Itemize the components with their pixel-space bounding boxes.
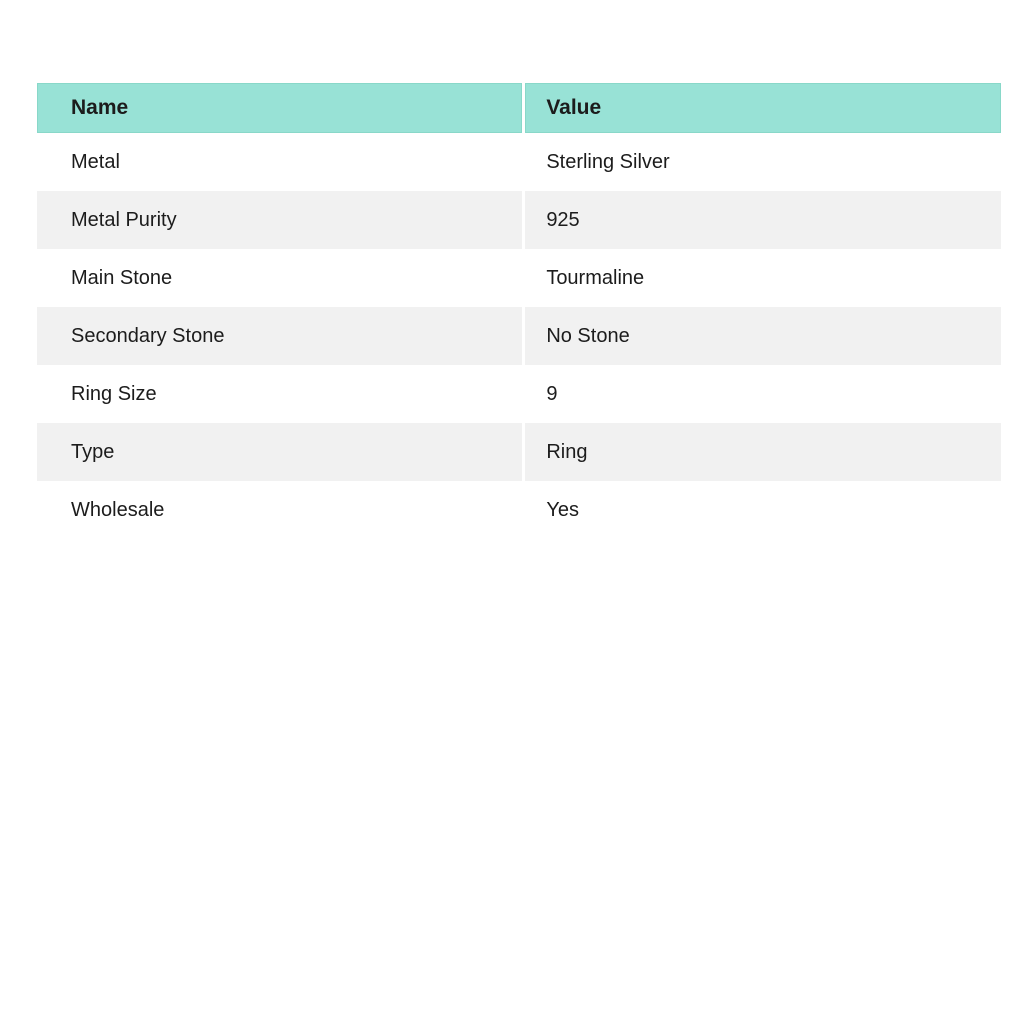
attribute-value-cell: Sterling Silver xyxy=(524,133,1001,191)
attribute-value-cell: 9 xyxy=(524,365,1001,423)
attribute-value-cell: Tourmaline xyxy=(524,249,1001,307)
header-row xyxy=(37,83,1001,133)
table-row xyxy=(37,481,1001,539)
attribute-name-cell: Wholesale xyxy=(37,481,524,539)
table-row xyxy=(37,365,1001,423)
spec-table-body xyxy=(37,133,1001,539)
product-spec-table xyxy=(37,83,1001,539)
table-row xyxy=(37,133,1001,191)
attribute-name-cell: Metal Purity xyxy=(37,191,524,249)
attribute-value-cell: 925 xyxy=(524,191,1001,249)
attribute-name-cell: Type xyxy=(37,423,524,481)
attribute-name-cell: Main Stone xyxy=(37,249,524,307)
column-header-value: Value xyxy=(524,83,1001,133)
attribute-value-cell: Ring xyxy=(524,423,1001,481)
attribute-value-cell: No Stone xyxy=(524,307,1001,365)
table-row xyxy=(37,191,1001,249)
table-row xyxy=(37,423,1001,481)
attribute-name-cell: Secondary Stone xyxy=(37,307,524,365)
attribute-name-cell: Metal xyxy=(37,133,524,191)
column-header-name: Name xyxy=(37,83,524,133)
attribute-value-cell: Yes xyxy=(524,481,1001,539)
table-row xyxy=(37,249,1001,307)
attribute-name-cell: Ring Size xyxy=(37,365,524,423)
spec-table-header xyxy=(37,83,1001,133)
table-row xyxy=(37,307,1001,365)
